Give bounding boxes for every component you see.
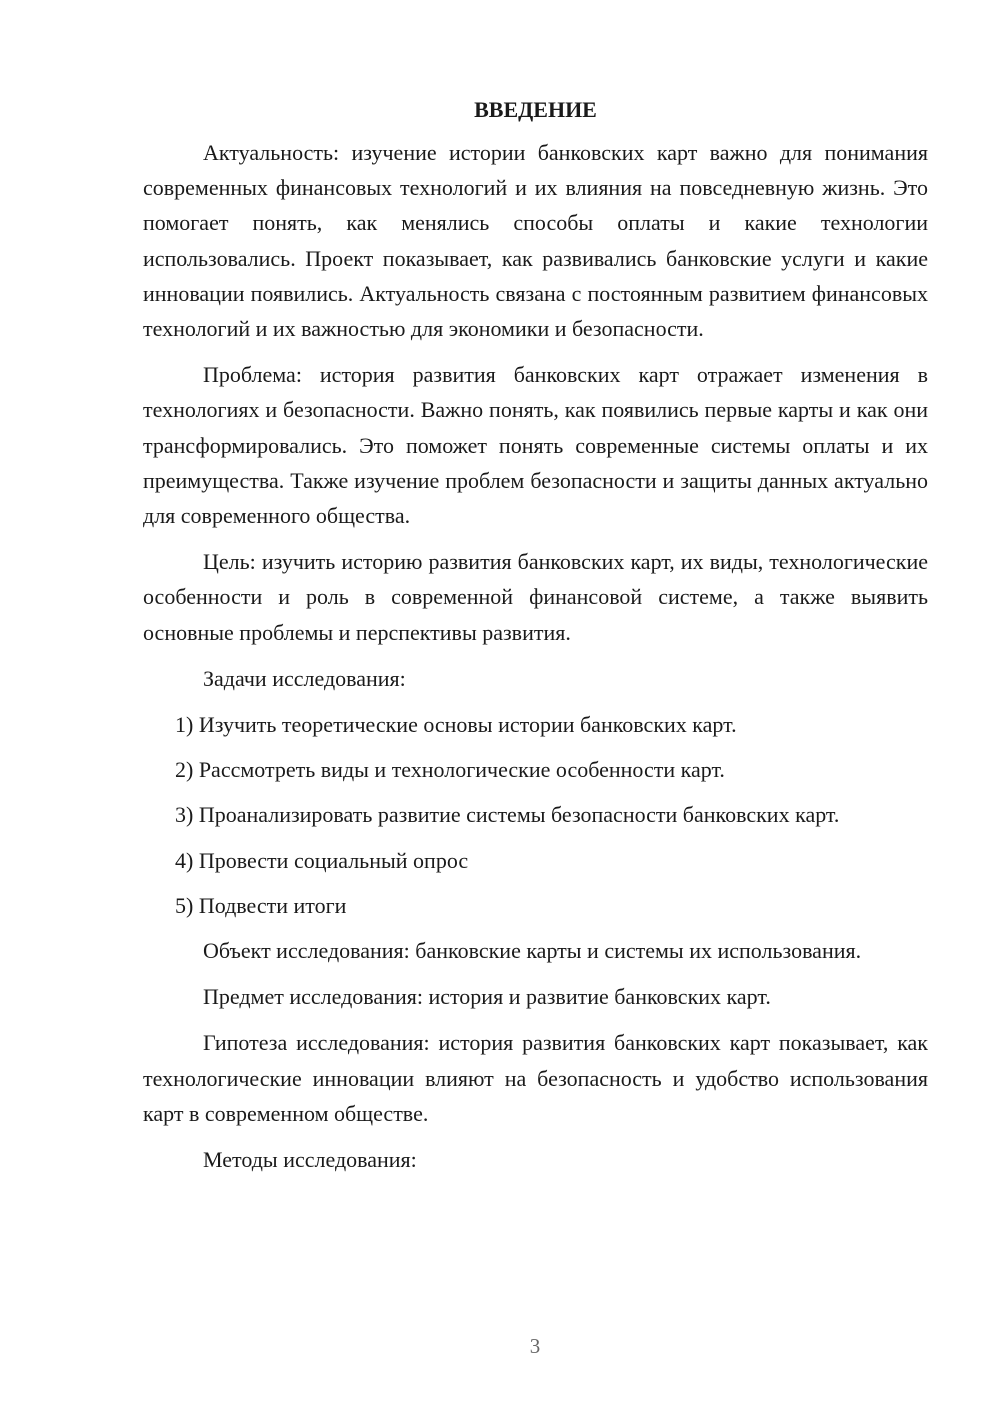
object-paragraph: Объект исследования: банковские карты и системы их использования.	[203, 938, 862, 964]
problem-paragraph: Проблема: история развития банковских карт отражает изменения в технологиях и безопасности. Важно понять, как появились первые карты и как они трансформировались. Это поможет понять современные системы оплаты и их преимущества. Также изучение проблем безопасности и защиты данных актуально для современного общества.	[143, 362, 928, 529]
relevance-paragraph: Актуальность: изучение истории банковских карт важно для понимания современных финансовых технологий и их влияния на повседневную жизнь. Это помогает понять, как менялись способы оплаты и какие технологии использовались. Проект показывает, как развивались банковские услуги и какие инновации появились. Актуальность связана с постоянным развитием финансовых технологий и их важностью для экономики и безопасности.	[143, 140, 928, 342]
task-item: 5) Подвести итоги	[175, 892, 347, 918]
goal-paragraph: Цель: изучить историю развития банковских карт, их виды, технологические особенности и роль в современной финансовой системе, а также выявить основные проблемы и перспективы развития.	[143, 549, 928, 645]
document-body	[143, 95, 928, 1188]
page-number: 3	[529, 1334, 541, 1358]
hypothesis-paragraph: Гипотеза исследования: история развития банковских карт показывает, как технологические инновации влияют на безопасность и удобство использования карт в современном обществе.	[143, 1030, 928, 1126]
task-item: 4) Провести социальный опрос	[175, 847, 469, 873]
tasks-list	[143, 707, 928, 923]
task-item: 3) Проанализировать развитие системы безопасности банковских карт.	[175, 802, 840, 828]
task-item: 2) Рассмотреть виды и технологические особенности карт.	[175, 757, 725, 783]
subject-paragraph: Предмет исследования: история и развитие банковских карт.	[203, 984, 771, 1010]
tasks-heading: Задачи исследования:	[203, 665, 406, 691]
task-item: 1) Изучить теоретические основы истории банковских карт.	[175, 712, 737, 738]
methods-heading: Методы исследования:	[203, 1147, 417, 1173]
section-title: ВВЕДЕНИЕ	[474, 97, 597, 122]
